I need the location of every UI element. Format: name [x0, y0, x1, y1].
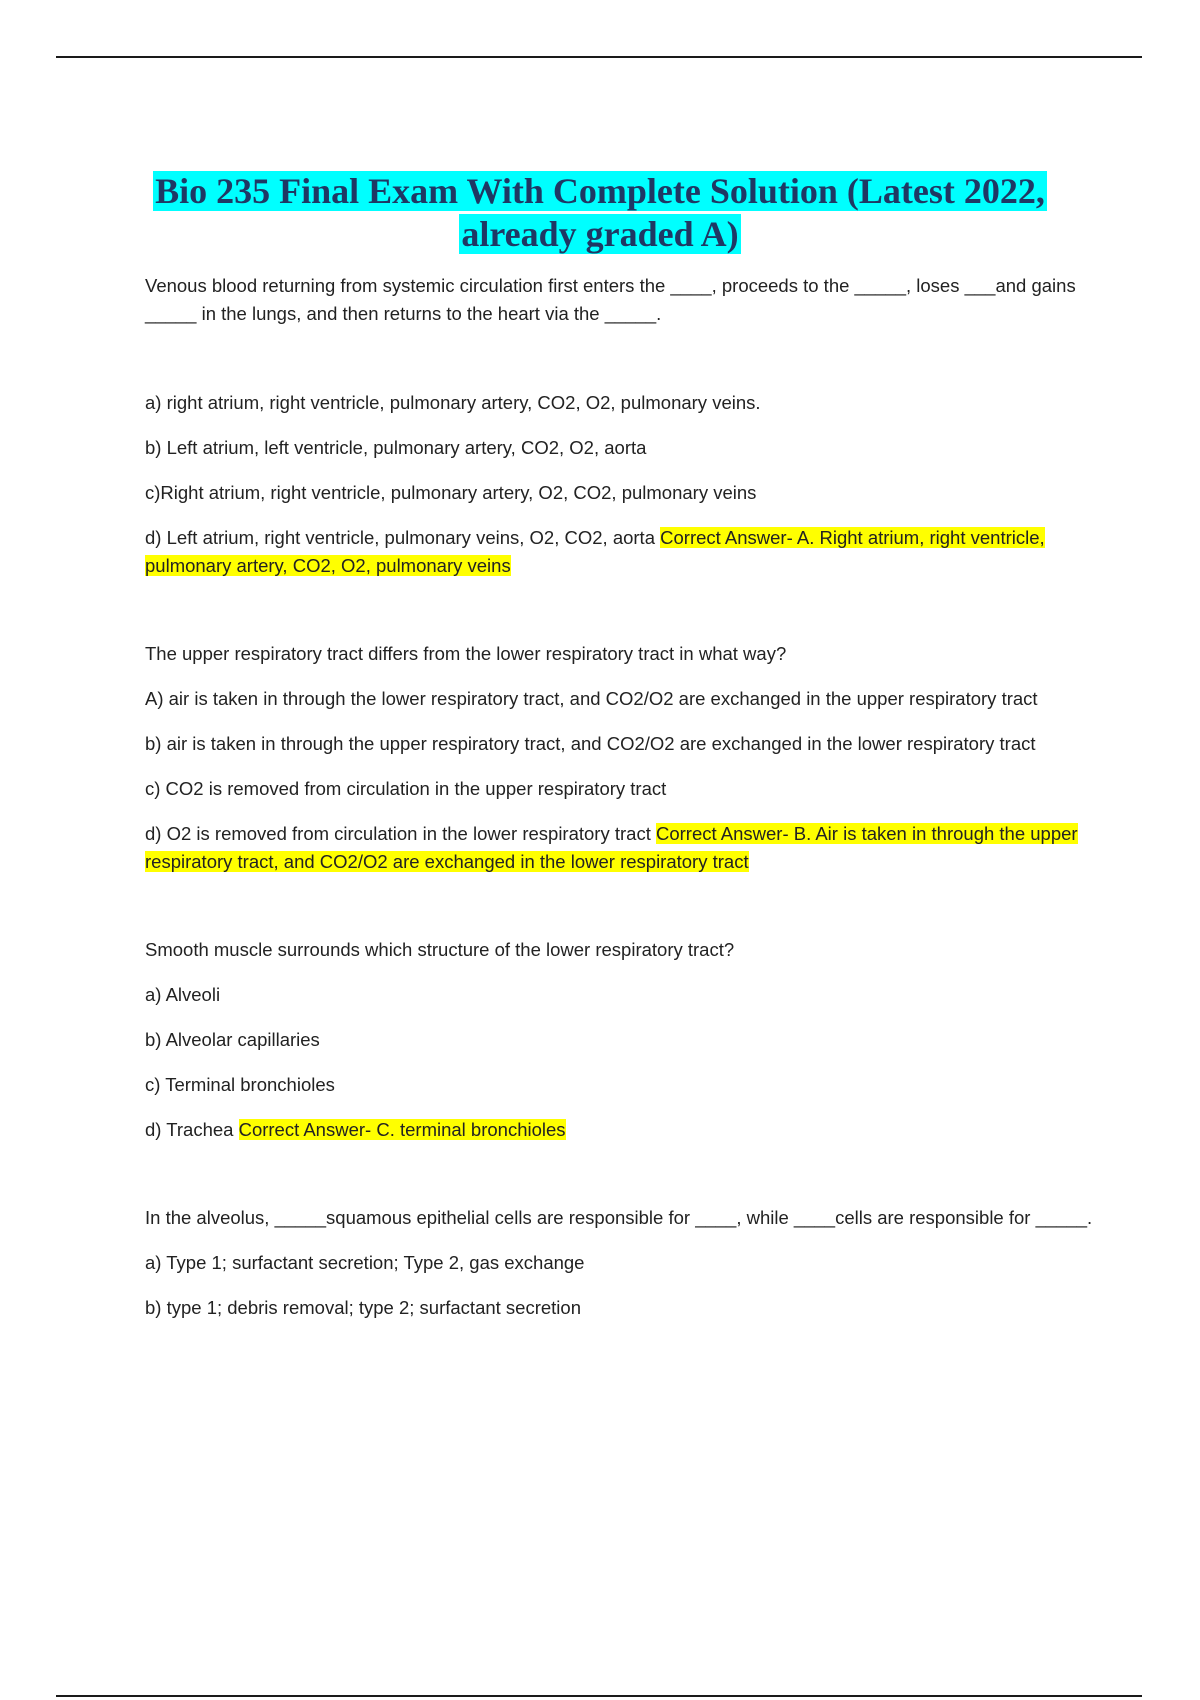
question-3-option-b: b) Alveolar capillaries	[145, 1029, 320, 1050]
question-1-stem: Venous blood returning from systemic circulation first enters the ____, proceeds to the _____, loses ___and gains _____ in the lungs, and then returns to the heart via the _____.	[145, 275, 1076, 324]
question-3-stem: Smooth muscle surrounds which structure of the lower respiratory tract?	[145, 939, 735, 960]
document-body	[145, 272, 1095, 1339]
title-line-2: already graded A)	[461, 214, 739, 255]
question-2-option-d-text: d) O2 is removed from circulation in the lower respiratory tract	[145, 823, 656, 844]
question-1-option-d-text: d) Left atrium, right ventricle, pulmonary veins, O2, CO2, aorta	[145, 527, 661, 548]
question-3-option-c: c) Terminal bronchioles	[145, 1074, 335, 1095]
title-line-1: Bio 235 Final Exam With Complete Solution (Latest 2022,	[155, 171, 1045, 212]
question-3-option-a: a) Alveoli	[145, 984, 221, 1005]
question-2-stem: The upper respiratory tract differs from the lower respiratory tract in what way?	[145, 643, 787, 664]
question-3-option-d-text: d) Trachea	[145, 1119, 239, 1140]
question-2-option-b: b) air is taken in through the upper respiratory tract, and CO2/O2 are exchanged in the lower respiratory tract	[145, 733, 1036, 754]
top-rule	[56, 56, 1142, 58]
question-3-correct-answer: Correct Answer- C. terminal bronchioles	[238, 1119, 566, 1140]
question-1-option-c: c)Right atrium, right ventricle, pulmonary artery, O2, CO2, pulmonary veins	[145, 482, 757, 503]
question-4-option-a: a) Type 1; surfactant secretion; Type 2, gas exchange	[145, 1252, 585, 1273]
question-1-option-d	[145, 524, 1095, 580]
question-2-option-c: c) CO2 is removed from circulation in the upper respiratory tract	[145, 778, 667, 799]
question-4-option-b: b) type 1; debris removal; type 2; surfactant secretion	[145, 1297, 581, 1318]
question-2-correct-answer: Correct Answer- B. Air is taken in through the upper respiratory tract, and CO2/O2 are exchanged in the lower respiratory tract	[145, 823, 1078, 872]
question-2-option-a: A) air is taken in through the lower respiratory tract, and CO2/O2 are exchanged in the upper respiratory tract	[145, 688, 1038, 709]
question-2-option-d	[145, 820, 1095, 876]
question-3-option-d	[145, 1116, 1095, 1144]
document-title	[100, 170, 1100, 256]
question-4-stem: In the alveolus, _____squamous epithelial cells are responsible for ____, while ____cells are responsible for _____.	[145, 1207, 1093, 1228]
bottom-rule	[56, 1695, 1142, 1697]
question-1-correct-answer: Correct Answer- A. Right atrium, right ventricle, pulmonary artery, CO2, O2, pulmonary veins	[145, 527, 1045, 576]
question-1-option-b: b) Left atrium, left ventricle, pulmonary artery, CO2, O2, aorta	[145, 437, 647, 458]
question-1-option-a: a) right atrium, right ventricle, pulmonary artery, CO2, O2, pulmonary veins.	[145, 392, 761, 413]
